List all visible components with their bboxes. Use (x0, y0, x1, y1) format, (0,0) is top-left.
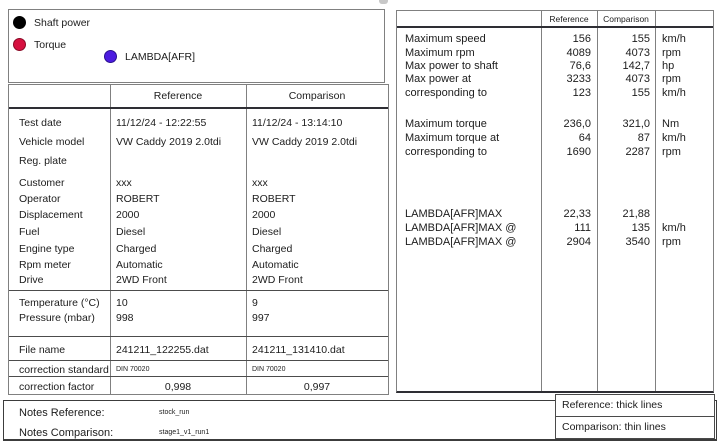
row-label: Rpm meter (19, 259, 71, 271)
row-label: Maximum torque at (405, 132, 500, 144)
info-row-engine-type (9, 243, 388, 259)
row-label: Temperature (°C) (19, 297, 100, 309)
row-ref-value: 3233 (566, 73, 591, 85)
info-row-test-date (9, 117, 388, 133)
info-row-customer (9, 177, 388, 193)
row-comp-value: 11/12/24 - 13:14:10 (252, 117, 343, 129)
row-ref-value: 10 (116, 297, 128, 309)
section-divider (9, 360, 388, 361)
section-divider (9, 336, 388, 337)
row-comp-value: 2000 (252, 209, 276, 221)
row-label: Pressure (mbar) (19, 312, 95, 324)
row-label: Customer (19, 177, 65, 189)
row-comp-value: 135 (631, 222, 650, 234)
row-ref-value: 2000 (116, 209, 140, 221)
row-unit: rpm (662, 236, 681, 248)
result-row-max-power-at (397, 73, 713, 88)
row-comp-value: 87 (637, 132, 650, 144)
lambda-dot-icon (104, 50, 117, 63)
row-unit: km/h (662, 33, 686, 45)
info-row-vehicle-model (9, 136, 388, 152)
row-comp-value: 4073 (625, 73, 650, 85)
row-comp-value: 155 (631, 87, 650, 99)
row-comp-value: 3540 (625, 236, 650, 248)
row-label: Maximum speed (405, 33, 486, 45)
row-label: Engine type (19, 243, 75, 255)
row-ref-value: 1690 (566, 146, 591, 158)
legend-label: Torque (34, 38, 67, 51)
result-row-max-torque-at (397, 132, 713, 147)
row-comp-value: 21,88 (622, 208, 650, 220)
row-comp-value: xxx (252, 177, 268, 189)
info-row-correction-standard (9, 364, 388, 380)
line-style-legend (555, 394, 715, 439)
info-row-pressure (9, 312, 388, 328)
row-label: Maximum torque (405, 118, 487, 130)
row-label: Fuel (19, 226, 40, 238)
line-legend-reference: Reference: thick lines (556, 395, 714, 417)
row-unit: km/h (662, 132, 686, 144)
line-legend-comparison: Comparison: thin lines (562, 421, 666, 433)
row-ref-value: 156 (572, 33, 591, 45)
legend-item-lambda (104, 50, 195, 63)
legend-item-shaft-power (13, 16, 90, 29)
result-row-max-speed (397, 33, 713, 48)
result-row-corresponding-to-torque (397, 146, 713, 161)
row-label: Max power at (405, 73, 472, 85)
row-ref-value: 22,33 (563, 208, 591, 220)
results-table (396, 10, 714, 393)
row-label: Operator (19, 193, 61, 205)
row-ref-value: Diesel (116, 226, 146, 238)
results-table-header (397, 11, 713, 28)
row-comp-value: ROBERT (252, 193, 296, 205)
row-label: Max power to shaft (405, 60, 498, 72)
results-header-comparison: Comparison (603, 14, 649, 24)
row-comp-value: 997 (252, 312, 270, 324)
curve-legend (8, 9, 385, 83)
notes-reference-label: Notes Reference: (19, 407, 105, 419)
info-row-temperature (9, 297, 388, 313)
row-unit: rpm (662, 47, 681, 59)
info-row-correction-factor (9, 381, 388, 397)
row-comp-value: 0,997 (303, 381, 331, 393)
row-comp-value: 4073 (625, 47, 650, 59)
row-comp-value: 2287 (625, 146, 650, 158)
row-comp-value: 321,0 (622, 118, 650, 130)
row-unit: rpm (662, 146, 681, 158)
row-label: Maximum rpm (405, 47, 475, 59)
info-row-rpm-meter (9, 259, 388, 275)
row-label: correction factor (19, 381, 95, 393)
row-label: Displacement (19, 209, 83, 221)
row-label: Vehicle model (19, 136, 85, 148)
info-row-file-name (9, 344, 388, 360)
notes-comparison-value: stage1_v1_run1 (159, 429, 210, 436)
row-ref-value: 0,998 (164, 381, 192, 393)
row-ref-value: DIN 70020 (116, 366, 150, 373)
row-label: correction standard (19, 364, 109, 376)
row-ref-value: 111 (574, 222, 591, 234)
row-ref-value: Charged (116, 243, 157, 255)
row-label: Test date (19, 117, 62, 129)
row-ref-value: 123 (572, 87, 591, 99)
row-comp-value: 241211_131410.dat (252, 344, 345, 356)
row-label: File name (19, 344, 66, 356)
info-header-comparison: Comparison (288, 90, 346, 102)
test-info-table (8, 84, 389, 395)
row-unit: km/h (662, 222, 686, 234)
row-label: LAMBDA[AFR]MAX @ (405, 236, 517, 248)
clipped-glyph-artifact (379, 0, 388, 4)
info-row-reg-plate (9, 155, 388, 171)
row-ref-value: 236,0 (563, 118, 591, 130)
row-label: Drive (19, 274, 44, 286)
row-ref-value: 76,6 (569, 60, 591, 72)
row-ref-value: ROBERT (116, 193, 160, 205)
result-row-lambda-max (397, 208, 713, 223)
notes-reference-value: stock_run (159, 409, 190, 416)
info-row-fuel (9, 226, 388, 242)
shaft-power-dot-icon (13, 16, 26, 29)
row-comp-value: 142,7 (622, 60, 650, 72)
row-ref-value: 241211_122255.dat (116, 344, 209, 356)
row-unit: rpm (662, 73, 681, 85)
row-unit: km/h (662, 87, 686, 99)
row-comp-value: Charged (252, 243, 293, 255)
results-header-reference: Reference (549, 14, 589, 24)
row-ref-value: xxx (116, 177, 132, 189)
result-row-corresponding-to-power (397, 87, 713, 102)
info-row-displacement (9, 209, 388, 225)
row-ref-value: VW Caddy 2019 2.0tdi (116, 136, 222, 148)
info-row-drive (9, 274, 388, 290)
result-row-lambda-max-at-rpm (397, 236, 713, 251)
row-ref-value: Automatic (116, 259, 163, 271)
row-label: Reg. plate (19, 155, 67, 167)
info-row-operator (9, 193, 388, 209)
info-header-reference: Reference (153, 90, 203, 102)
row-label: corresponding to (405, 87, 487, 99)
torque-dot-icon (13, 38, 26, 51)
row-ref-value: 11/12/24 - 12:22:55 (116, 117, 207, 129)
row-comp-value: Automatic (252, 259, 299, 271)
row-label: corresponding to (405, 146, 487, 158)
row-ref-value: 4089 (566, 47, 591, 59)
row-comp-value: 155 (631, 33, 650, 45)
row-comp-value: DIN 70020 (252, 366, 286, 373)
legend-item-torque (13, 38, 66, 51)
result-row-lambda-max-at-speed (397, 222, 713, 237)
row-ref-value: 64 (578, 132, 591, 144)
row-label: LAMBDA[AFR]MAX (405, 208, 503, 220)
row-ref-value: 998 (116, 312, 134, 324)
row-ref-value: 2904 (566, 236, 591, 248)
notes-comparison-label: Notes Comparison: (19, 427, 114, 439)
row-ref-value: 2WD Front (116, 274, 167, 286)
legend-label: LAMBDA[AFR] (125, 50, 196, 63)
section-divider (9, 290, 388, 291)
info-table-header (9, 85, 388, 109)
row-label: LAMBDA[AFR]MAX @ (405, 222, 517, 234)
legend-label: Shaft power (34, 16, 91, 29)
row-comp-value: VW Caddy 2019 2.0tdi (252, 136, 358, 148)
row-unit: hp (662, 60, 675, 72)
row-unit: Nm (662, 118, 680, 130)
result-row-max-torque (397, 118, 713, 133)
row-comp-value: 9 (252, 297, 258, 309)
row-comp-value: 2WD Front (252, 274, 303, 286)
row-comp-value: Diesel (252, 226, 282, 238)
